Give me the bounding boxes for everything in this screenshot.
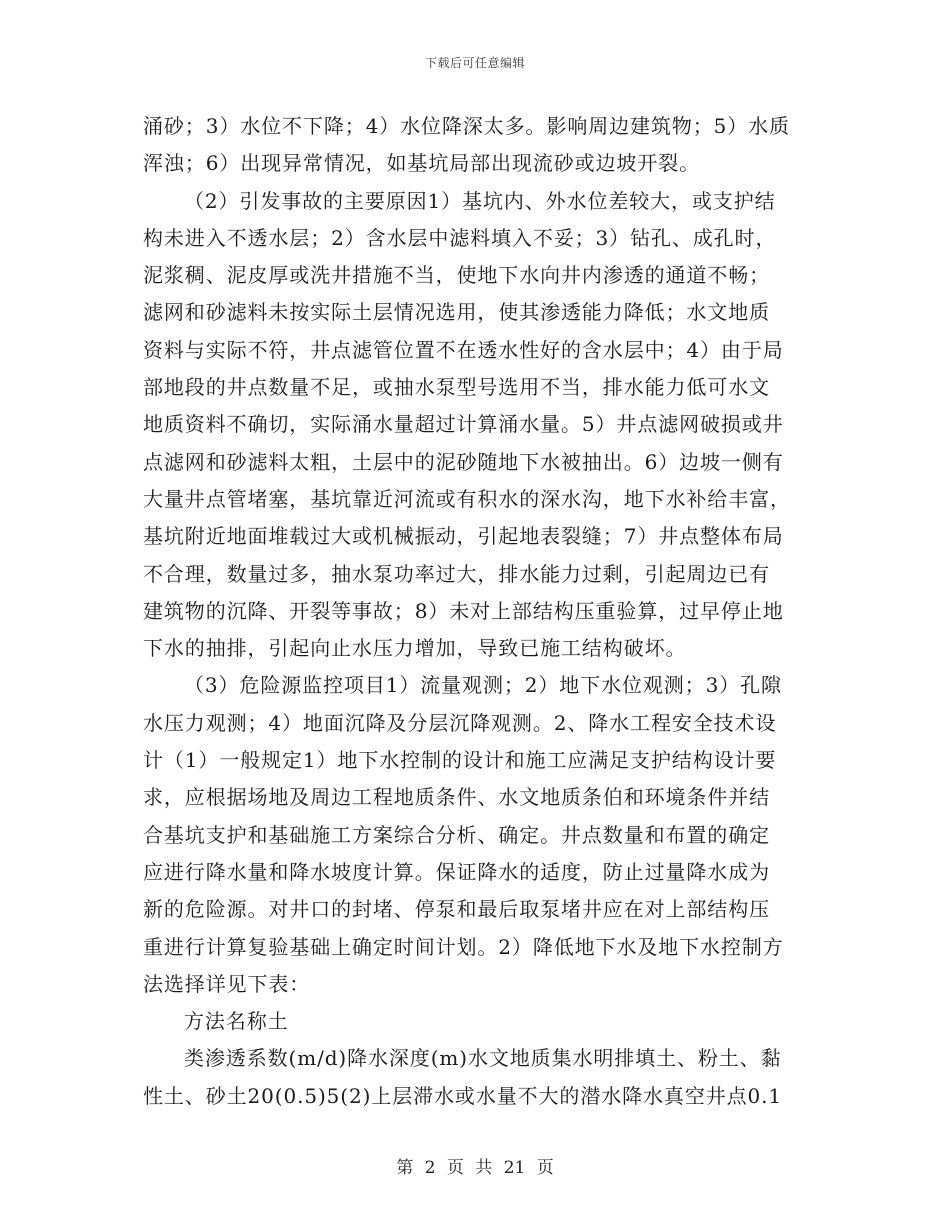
text-line: 求，应根据场地及周边工程地质条件、水文地质条伯和环境条件并结 [143,785,770,810]
text-line: 新的危险源。对井口的封堵、停泵和最后取泵堵井应在对上部结构压 [143,897,770,922]
text-line: 重进行计算复验基础上确定时间计划。2）降低地下水及地下水控制方 [143,934,784,959]
text-line: 建筑物的沉降、开裂等事故；8）未对上部结构压重验算，过早停止地 [143,598,784,623]
text-line: 部地段的井点数量不足，或抽水泵型号选用不当，排水能力低可水文 [143,375,770,400]
page-header: 下载后可任意编辑 [424,56,525,70]
text-line: 不合理，数量过多，抽水泵功率过大，排水能力过剩，引起周边已有 [143,561,770,586]
text-line: 点滤网和砂滤料太粗，土层中的泥砂随地下水被抽出。6）边坡一侧有 [143,449,784,474]
page-number-footer: 第 2 页 共 21 页 [396,1158,554,1178]
text-line: 下水的抽排，引起向止水压力增加，导致已施工结构破坏。 [143,636,687,661]
text-line: 涌砂；3）水位不下降；4）水位降深太多。影响周边建筑物；5）水质 [143,114,790,138]
text-line: 资料与实际不符，井点滤管位置不在透水性好的含水层中；4）由于局 [143,337,784,362]
text-line: 法选择详见下表： [143,971,311,996]
text-line: 浑浊；6）出现异常情况，如基坑局部出现流砂或边坡开裂。 [143,151,701,176]
text-line: （2）引发事故的主要原因1）基坑内、外水位差较大，或支护结 [184,188,776,213]
text-line: 滤网和砂滤料未按实际土层情况选用，使其渗透能力降低；水文地质 [143,300,770,325]
text-line: 计（1）一般规定1）地下水控制的设计和施工应满足支护结构设计要 [143,748,777,773]
text-line: 基坑附近地面堆载过大或机械振动，引起地表裂缝；7）井点整体布局 [143,524,784,549]
text-line: 构未进入不透水层；2）含水层中滤料填入不妥；3）钻孔、成孔时， [143,225,777,250]
text-line: （3）危险源监控项目1）流量观测；2）地下水位观测；3）孔隙 [184,673,782,698]
text-line: 类渗透系数(m/d)降水深度(m)水文地质集水明排填土、粉土、黏 [184,1046,782,1071]
text-line: 应进行降水量和降水坡度计算。保证降水的适度，防止过量降水成为 [143,859,770,884]
text-line: 性土、砂土20(0.5)5(2)上层滞水或水量不大的潜水降水真空井点0.1 [143,1083,783,1108]
text-line: 合基坑支护和基础施工方案综合分析、确定。井点数量和布置的确定 [143,822,770,847]
document-body [143,108,805,1115]
text-line: 泥浆稠、泥皮厚或洗井措施不当，使地下水向井内渗透的通道不畅； [143,263,770,288]
text-line: 水压力观测；4）地面沉降及分层沉降观测。2、降水工程安全技术设 [143,710,777,735]
text-line: 大量井点管堵塞，基坑靠近河流或有积水的深水沟，地下水补给丰富， [143,486,791,511]
text-line: 方法名称土 [184,1009,289,1034]
text-line: 地质资料不确切，实际涌水量超过计算涌水量。5）井点滤网破损或井 [143,412,784,437]
